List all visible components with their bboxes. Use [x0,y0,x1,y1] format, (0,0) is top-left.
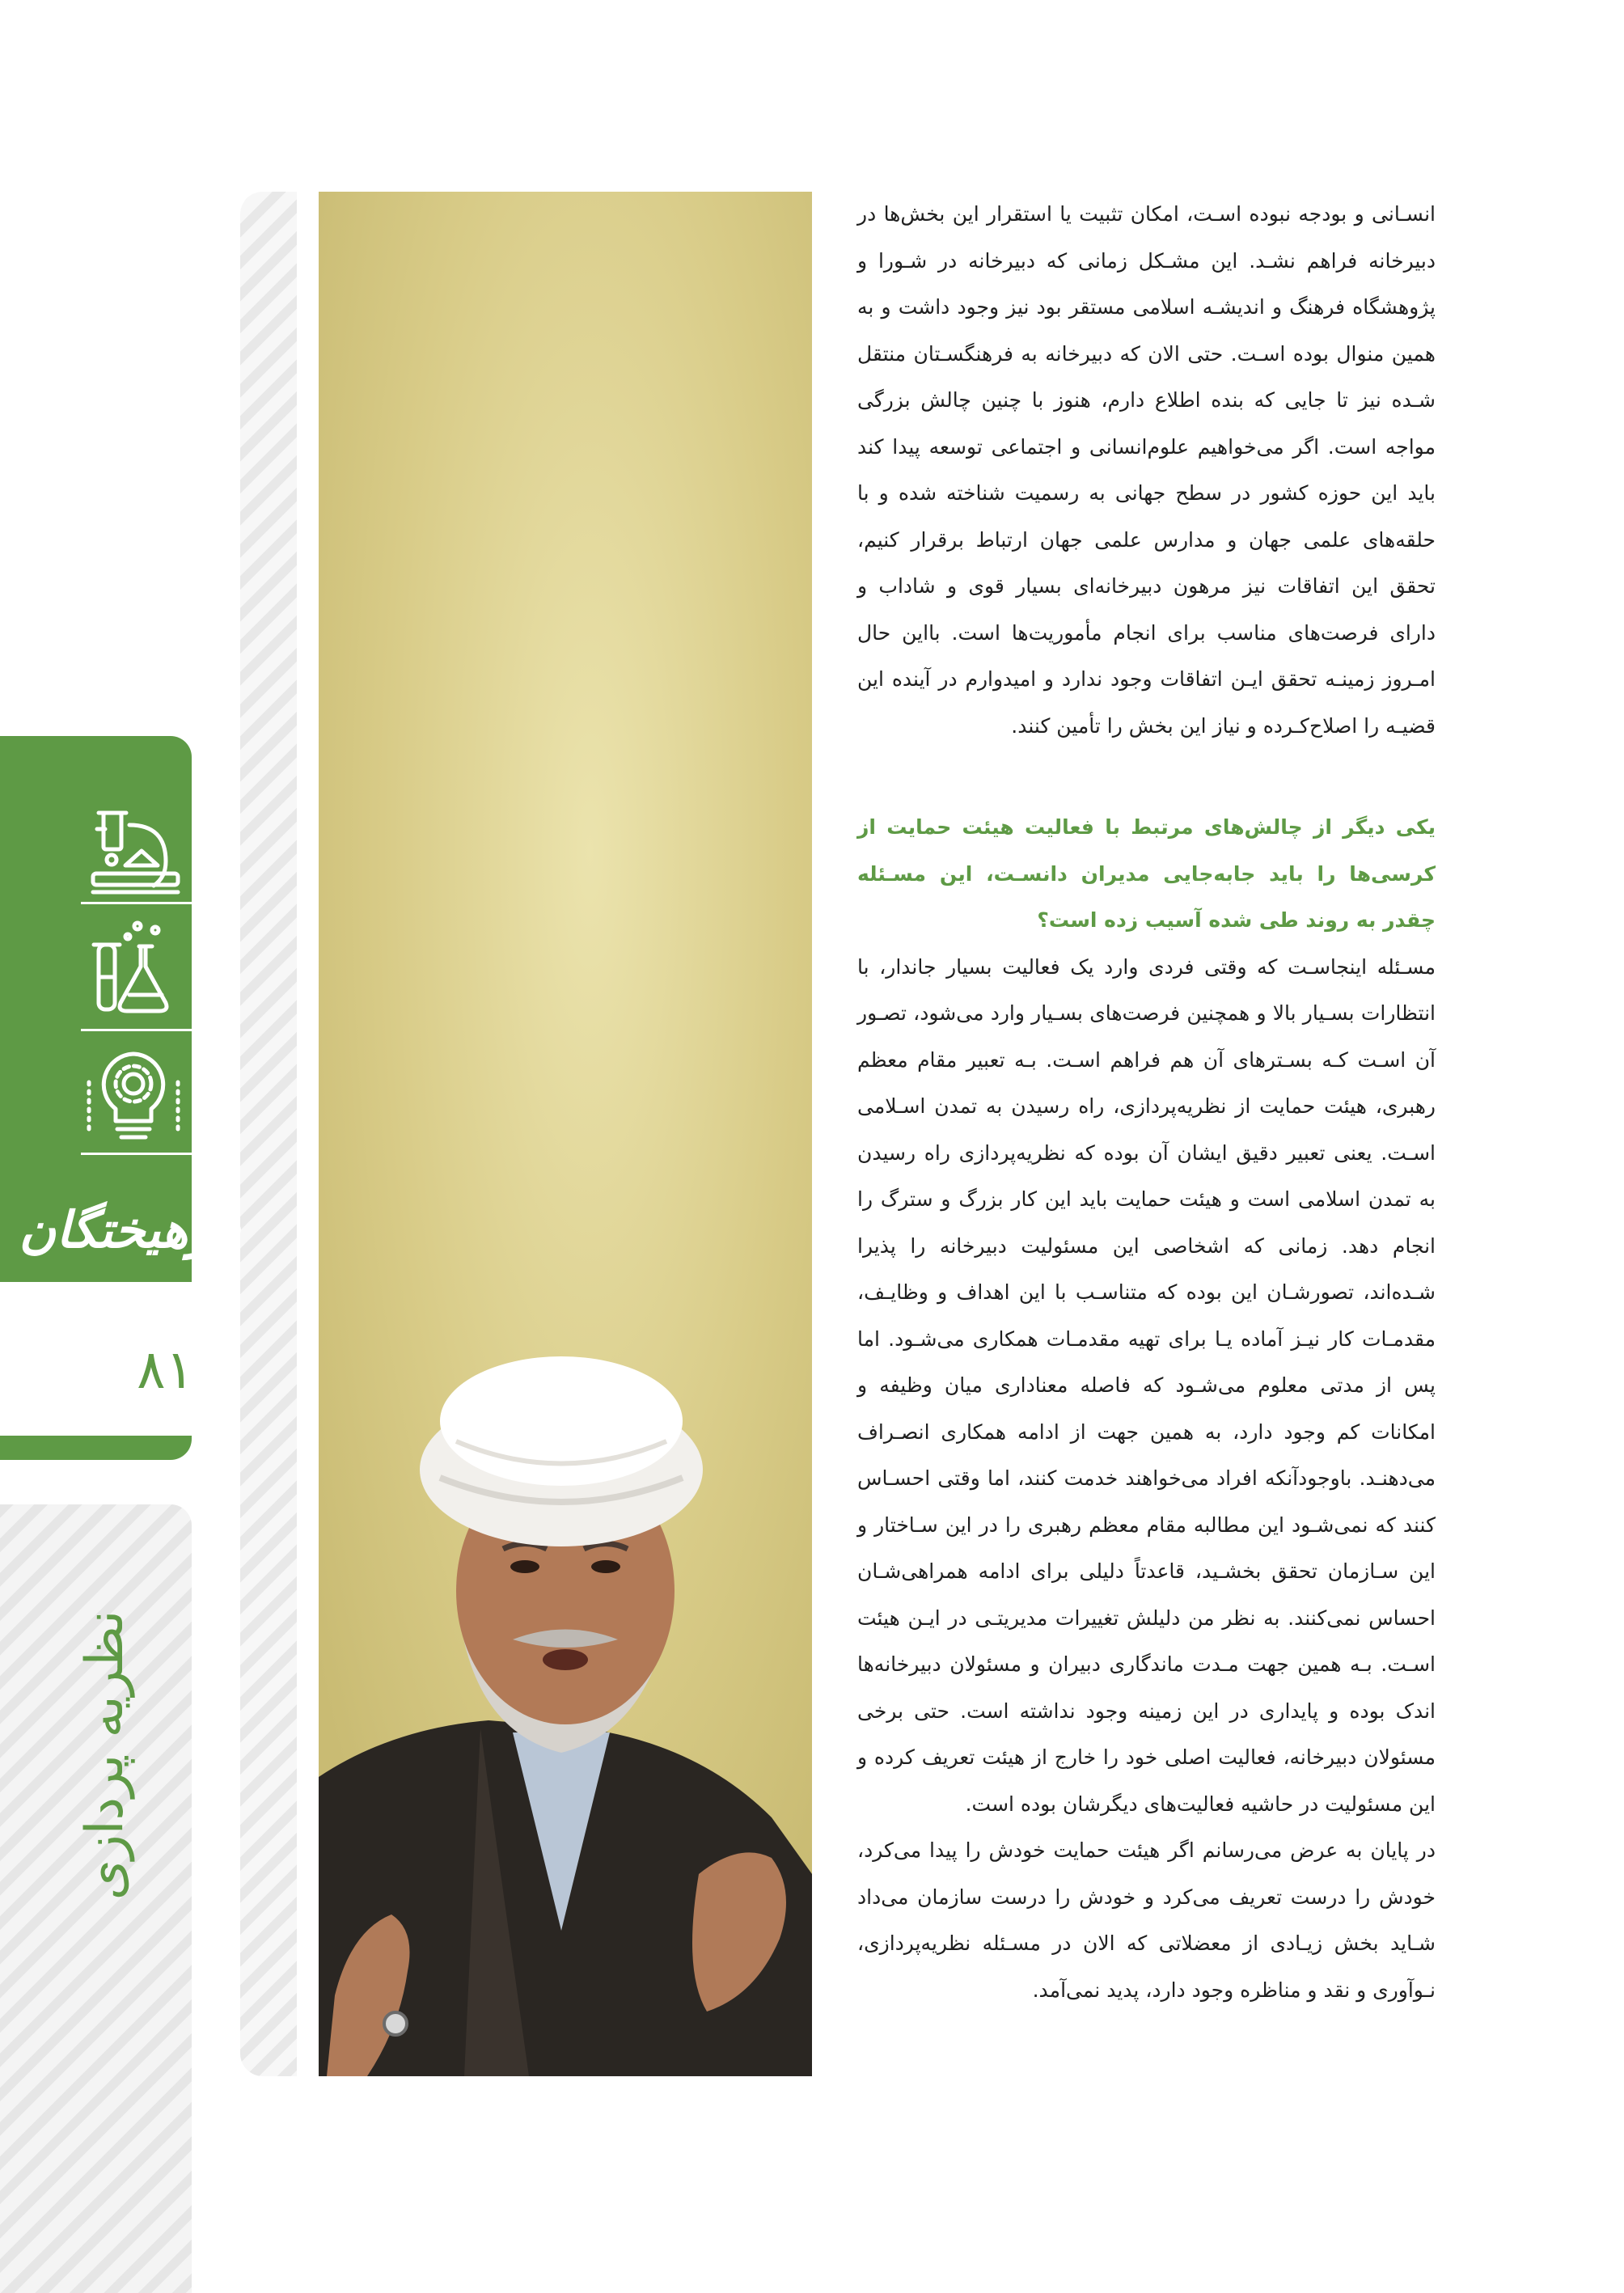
tab-divider [81,1153,192,1155]
cleric-portrait-illustration [319,192,812,2076]
article-paragraph: مسـئله اینجاسـت که وقتی فردی وارد یک فعالیت بسیار جاندار، با انتظارات بسـیار بالا و همچنین فرصت‌های بسـیار وارد می‌شود، تصـور آن اسـت کـه بسـترهای آن هم فراهم اسـت. بـه تعبیر مقام معظم رهبری، هیئت حمایت از نظریه‌پردازی، راه رسیدن به تمدن اسـلامی اسـت. یعنی تعبیر دقیق ایشان آن بوده که نظریه‌پردازی راه رسیدن به تمدن اسلامی است و هیئت حمایت باید این کار بزرگ و سترگ را انجام دهد. زمانی که اشخاصی این مسئولیت دبیرخانه را پذیرا شـده‌اند، تصورشـان این بوده که متناسـب با این اهداف و وظایـف، مقدمـات کار نیـز آماده یـا برای تهیه مقدمـات همکاری می‌شـود. اما پس از مدتی معلوم می‌شـود که فاصله معناداری میان وظیفه و امکانات کم وجود دارد، به همین جهت از ادامه همکاری انصـراف می‌دهنـد. باوجودآنکه افراد می‌خواهند خدمت کنند، اما وقتی احسـاس کنند که نمی‌شـود این مطالبه مقام معظم رهبری را در این سـاختار و این سـازمان تحقق بخشـید، قاعدتاً دلیلی برای ادامه همراهی‌شـان احساس نمی‌کنند. به نظر من دلیلش تغییرات مدیریتـی در ایـن هیئت اسـت. بـه همین جهت مـدت ماندگاری دبیران و مسئولان دبیرخانه‌ها اندک بوده و پایداری در این زمینه وجود نداشته است. حتی برخی مسئولان دبیرخانه، فعالیت اصلی خود را خارج از هیئت تعریف کرده و این مسئولیت در حاشیه فعالیت‌های دیگرشان بوده است. [857,954,1436,1816]
microscope-icon [81,797,186,910]
article-body [857,191,1436,2013]
tab-divider [81,902,192,904]
section-label: نظریه پردازی [75,1610,135,1901]
lightbulb-gear-icon [81,1042,186,1155]
brand-logo: فرهیختگان [19,1199,240,1259]
interview-question: یکی دیگر از چالش‌های مرتبط با فعالیت هیئت حمایت از کرسی‌ها را باید جابه‌جایی مدیران دانسـت، این مسـئله چقدر به روند طی شده آسیب زده است؟ [857,815,1436,932]
decorative-hatch-strip [240,192,297,2076]
lab-flask-icon [81,914,186,1027]
article-paragraph: انسـانی و بودجه نبوده اسـت، امکان تثبیت یا استقرار این بخش‌ها در دبیرخانه فراهم نشـد. این مشـکل زمانی که دبیرخانه در شـورا و پژوهشگاه فرهنگ و اندیشـه اسلامی مستقر بود نیز وجود داشت و به همین منوال بوده اسـت. حتی الان که دبیرخانه به فرهنگسـتان منتقل شـده نیز تا جایی که بنده اطلاع دارم، هنوز با چنین چالش بزرگی مواجه است. اگر می‌خواهیم علوم‌انسانی و اجتماعی توسعه پیدا کند باید این حوزه کشور در سطح جهانی به رسمیت شناخته شده و با حلقه‌های علمی جهان و مدارس علمی جهان ارتباط برقرار کنیم، تحقق این اتفاقات نیز مرهون دبیرخانه‌ای بسیار قوی و شاداب و دارای فرصت‌های مناسب برای انجام مأموریت‌ها است. بااین حال امـروز زمینـه تحقق ایـن اتفاقات وجود ندارد و امیدوارم در آینده این قضیـه را اصلاح‌کـرده و نیاز این بخش را تأمین کنند. [857,202,1436,738]
article-paragraph: در پایان به عرض می‌رسانم اگر هیئت حمایت خودش را پیدا می‌کرد، خودش را درست تعریف می‌کرد و خودش را درست سازمان می‌داد شـاید بخش زیـادی از معضلاتی که الان در مسـئله نظریه‌پردازی، نـوآوری و نقد و مناظره وجود دارد، پدید نمی‌آمد. [857,1838,1436,2002]
tab-divider [81,1029,192,1031]
page-number: ۸۱ [137,1339,194,1401]
portrait-photo [319,192,812,2076]
